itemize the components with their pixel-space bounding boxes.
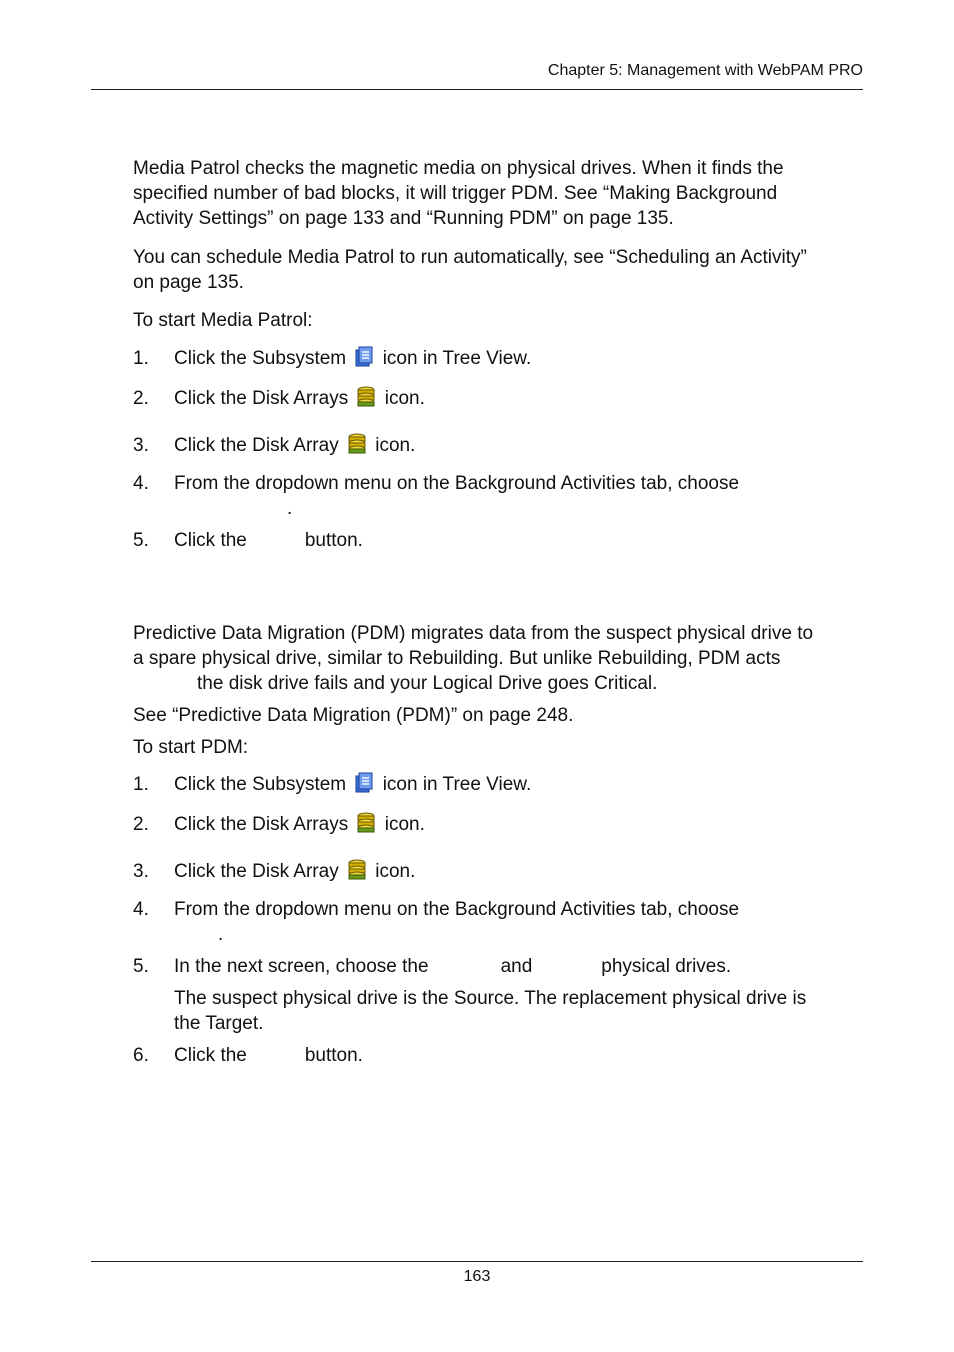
- media-patrol-schedule: [133, 245, 863, 295]
- step-text: Click the Subsystem: [174, 774, 347, 795]
- step-text: button.: [304, 530, 363, 551]
- pdm-intro: [133, 621, 863, 696]
- step-text: icon.: [384, 388, 425, 409]
- step-number: 1.: [133, 348, 149, 369]
- pdm-see-also: See “Predictive Data Migration (PDM)” on page 248.: [133, 705, 574, 726]
- step-text: icon.: [384, 814, 425, 835]
- media-patrol-start: To start Media Patrol:: [133, 310, 313, 331]
- step-text: Click the Disk Arrays: [174, 388, 349, 409]
- running-header: [91, 60, 863, 90]
- subsystem-icon: [354, 772, 374, 794]
- step-number: 5.: [133, 956, 149, 977]
- step-text: From the dropdown menu on the Background Activities tab, choose: [174, 899, 740, 920]
- step-text: Click the Disk Array: [174, 435, 339, 456]
- step-text: .: [218, 924, 224, 945]
- step-text: In the next screen, choose the: [174, 956, 429, 977]
- step-text: icon.: [375, 861, 416, 882]
- step-text: Click the: [174, 1045, 247, 1066]
- subsystem-icon: [354, 346, 374, 368]
- step-number: 2.: [133, 388, 149, 409]
- step-text: Click the Disk Arrays: [174, 814, 349, 835]
- step-number: 1.: [133, 774, 149, 795]
- text-line: You can schedule Media Patrol to run automatically, see “Scheduling an Activity”: [133, 247, 807, 268]
- text-line: the disk drive fails and your Logical Drive goes Critical.: [197, 673, 658, 694]
- step-text: Click the Disk Array: [174, 861, 339, 882]
- step-text: physical drives.: [601, 956, 732, 977]
- chapter-title: Chapter 5: Management with WebPAM PRO: [547, 62, 863, 79]
- media-patrol-intro: [133, 156, 863, 231]
- text-line: specified number of bad blocks, it will trigger PDM. See “Making Background: [133, 183, 778, 204]
- disk-array-icon: [347, 433, 367, 455]
- disk-arrays-icon: [356, 386, 376, 408]
- text-line: Media Patrol checks the magnetic media on physical drives. When it finds the: [133, 158, 784, 179]
- step-text: icon in Tree View.: [382, 774, 532, 795]
- step-number: 3.: [133, 435, 149, 456]
- step-text: icon in Tree View.: [382, 348, 532, 369]
- step-note: the Target.: [174, 1013, 264, 1034]
- text-line: Activity Settings” on page 133 and “Running PDM” on page 135.: [133, 208, 674, 229]
- step-text: button.: [304, 1045, 363, 1066]
- step-text: and: [500, 956, 533, 977]
- step-number: 6.: [133, 1045, 149, 1066]
- step-number: 3.: [133, 861, 149, 882]
- page-number: 163: [463, 1268, 491, 1285]
- step-text: .: [287, 498, 293, 519]
- disk-array-icon: [347, 859, 367, 881]
- step-text: icon.: [375, 435, 416, 456]
- step-note: The suspect physical drive is the Source. The replacement physical drive is: [174, 988, 807, 1009]
- text-line: on page 135.: [133, 272, 244, 293]
- footer-rule: [91, 1261, 863, 1262]
- step-text: From the dropdown menu on the Background Activities tab, choose: [174, 473, 740, 494]
- step-text: Click the: [174, 530, 247, 551]
- step-number: 4.: [133, 473, 149, 494]
- text-line: Predictive Data Migration (PDM) migrates data from the suspect physical drive to: [133, 623, 814, 644]
- text-line: a spare physical drive, similar to Rebuilding. But unlike Rebuilding, PDM acts: [133, 648, 781, 669]
- step-number: 2.: [133, 814, 149, 835]
- step-number: 4.: [133, 899, 149, 920]
- disk-arrays-icon: [356, 812, 376, 834]
- pdm-start: To start PDM:: [133, 737, 249, 758]
- step-text: Click the Subsystem: [174, 348, 347, 369]
- step-number: 5.: [133, 530, 149, 551]
